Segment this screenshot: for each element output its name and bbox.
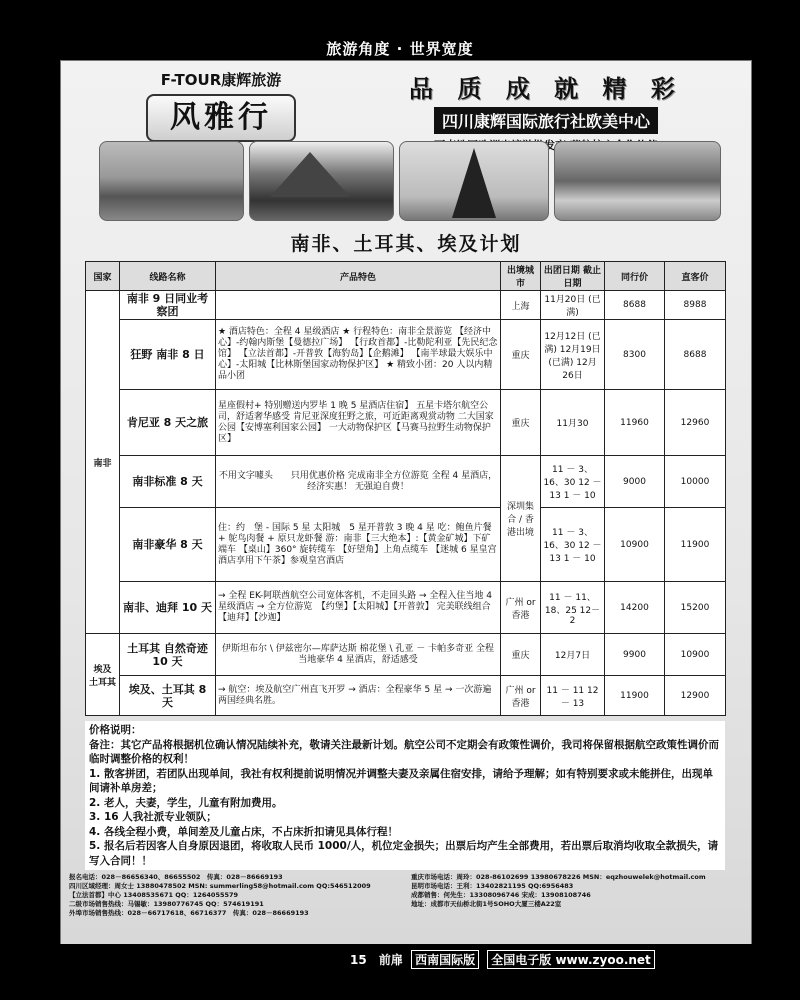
- contact-right: [411, 873, 741, 909]
- header-direct-price: 直客价: [665, 262, 726, 291]
- photo-riverside: [554, 141, 721, 221]
- country-cell: 南非: [86, 291, 120, 634]
- peer-price: 9000: [605, 456, 665, 508]
- contact-line: 成都销售：何先生：13308096746 宋成：13908108746: [411, 891, 591, 899]
- departure-city: 重庆: [501, 390, 541, 456]
- note-item: 5. 报名后若因客人自身原因退团，将收取人民币 1000/人，机位定金损失；出票后均产生全部费用，若出票后取消均收取全款损失，请写入合同！！: [89, 840, 719, 867]
- table-row: [86, 320, 726, 390]
- departure-date: 11 － 11、18、25 12－ 2: [541, 582, 605, 634]
- contact-line: 重庆市场电话：周玲：028-86102699 13980678226 MSN：eqzhouwelek@hotmail.com: [411, 873, 706, 881]
- departure-city: 重庆: [501, 320, 541, 390]
- direct-price: 10900: [665, 634, 726, 676]
- table-row: [86, 456, 726, 508]
- section-title: 南非、土耳其、埃及计划: [290, 233, 522, 255]
- table-row: [86, 291, 726, 320]
- table-row: [86, 582, 726, 634]
- peer-price: 11960: [605, 390, 665, 456]
- route-name: 土耳其 自然奇迹 10 天: [120, 634, 216, 676]
- top-banner: [0, 0, 800, 62]
- table-row: [86, 508, 726, 582]
- route-features: 不用文字噱头 只用优惠价格 完成南非全方位游览 全程 4 星酒店，经济实惠！ 无强迫自费！: [216, 456, 501, 508]
- note-item: 2. 老人，夫妻，学生，儿童有附加费用。: [89, 796, 283, 809]
- route-name: 埃及、土耳其 8 天: [120, 676, 216, 716]
- photo-strip: [99, 141, 719, 221]
- departure-city: 广州 or 香港: [501, 676, 541, 716]
- contact-line: 报名电话：028－86656340、86655502 传真：028－86669193: [69, 873, 283, 881]
- footer-bar: [0, 944, 800, 1000]
- direct-price: 10000: [665, 456, 726, 508]
- table-row: [86, 390, 726, 456]
- route-features: ★ 酒店特色：全程 4 星级酒店 ★ 行程特色：南非全景游览 【经济中心】-约翰内斯堡【曼德拉广场】 【行政首都】-比勒陀利亚【先民纪念馆】 【立法首都】-开普敦【海豹岛】【企鹅滩】 【南半球最大娱乐中心】-太阳城【比林斯堡国家动物保护区】 ★ 精致小团：20 人以内精品小团: [216, 320, 501, 390]
- ad-page: [60, 60, 752, 945]
- direct-price: 12960: [665, 390, 726, 456]
- note-item: 1. 散客拼团，若团队出现单间，我社有权利提前说明情况并调整夫妻及亲属住宿安排，请给予理解；如有特别要求或未能拼住，出现单间请补单房差；: [89, 767, 713, 794]
- header-features: 产品特色: [216, 262, 501, 291]
- peer-price: 11900: [605, 676, 665, 716]
- direct-price: 8988: [665, 291, 726, 320]
- contact-line: 外埠市场销售热线：028－66717618、66716377 传真：028－86669193: [69, 909, 309, 917]
- route-features: → 全程 EK-阿联酋航空公司宽体客机，不走回头路 → 全程入住当地 4 星级酒店 → 全方位游览 【约堡】【太阳城】【开普敦】 完美联线组合【迪拜】【沙迦】: [216, 582, 501, 634]
- departure-date: 11 － 3、16、30 12 － 13 1 － 10: [541, 508, 605, 582]
- direct-price: 15200: [665, 582, 726, 634]
- route-features: 住：约 堡 - 国际 5 星 太阳城 5 星开普敦 3 晚 4 星 吃：鲍鱼片餐 + 鸵鸟肉餐 + 原只龙虾餐 游：南非【三大绝本】:【黄金矿城】下矿端车 【桌山】360° 旋转缆车 【好望角】上角点缆车 【迷城 6 星皇宫酒店享用下午茶】参观皇宫酒店: [216, 508, 501, 582]
- direct-price: 8688: [665, 320, 726, 390]
- header-route: 线路名称: [120, 262, 216, 291]
- price-notes: [85, 721, 725, 870]
- itinerary-table: [85, 261, 726, 716]
- header-country: 国家: [86, 262, 120, 291]
- logo-calligraphy: 风雅行: [146, 94, 296, 142]
- contact-line: 【立法首都】中心 13408535671 QQ：1264055579: [69, 891, 239, 899]
- banner-company: 四川康辉国际旅行社欧美中心: [434, 107, 658, 134]
- country-cell: 埃及 土耳其: [86, 634, 120, 716]
- note-item: 备注：其它产品将根据机位确认情况陆续补充，敬请关注最新计划。航空公司不定期会有政策性调价，我司将保留根据航空政策性调价而临时调整价格的权利！: [89, 738, 719, 765]
- departure-date: 11 － 3、16、30 12 － 13 1 － 10: [541, 456, 605, 508]
- contact-line: 昆明市场电话：王利：13402821195 QQ:6956483: [411, 882, 574, 890]
- route-name: 南非 9 日同业考察团: [120, 291, 216, 320]
- departure-date: 12月12日 (已满) 12月19日 (已满) 12月26日: [541, 320, 605, 390]
- route-features: 星座假村+ 特别赠送内罗毕 1 晚 5 星酒店住宿】 五星卡塔尔航空公司，舒适奢华感受 肯尼亚深度狂野之旅，可近距离观赏动物 二大国家公园【安博塞利国家公园】 一大动物保护区【马赛马拉野生动物保护区】: [216, 390, 501, 456]
- peer-price: 14200: [605, 582, 665, 634]
- route-name: 南非标准 8 天: [120, 456, 216, 508]
- note-item: 3. 16 人我社派专业领队；: [89, 811, 217, 823]
- direct-price: 12900: [665, 676, 726, 716]
- table-row: [86, 676, 726, 716]
- footer-info: [350, 950, 655, 969]
- page-number: 15: [350, 953, 367, 967]
- footer-brand: 西南国际版: [411, 950, 479, 969]
- departure-city: 深圳集合 / 香港出境: [501, 456, 541, 582]
- direct-price: 11900: [665, 508, 726, 582]
- route-name: 肯尼亚 8 天之旅: [120, 390, 216, 456]
- departure-date: 11月30: [541, 390, 605, 456]
- header-city: 出境城市: [501, 262, 541, 291]
- peer-price: 8300: [605, 320, 665, 390]
- header-slogan: 旅游角度 · 世界宽度: [326, 40, 474, 58]
- peer-price: 8688: [605, 291, 665, 320]
- peer-price: 10900: [605, 508, 665, 582]
- photo-landscape-1: [99, 141, 244, 221]
- tower-shape: [452, 148, 496, 218]
- mountain-shape: [270, 152, 350, 197]
- footer-site[interactable]: 全国电子版 www.zyoo.net: [487, 950, 655, 969]
- route-features: → 航空：埃及航空广州直飞开罗 → 酒店：全程豪华 5 星 → 一次游遍两国经典名胜。: [216, 676, 501, 716]
- header-peer-price: 同行价: [605, 262, 665, 291]
- departure-city: 上海: [501, 291, 541, 320]
- route-name: 南非豪华 8 天: [120, 508, 216, 582]
- banner-title: 品 质 成 就 精 彩: [409, 75, 683, 103]
- contact-line: 四川区域经理：周女士 13880478502 MSN: summerling58@hotmail.com QQ:546512009: [69, 882, 371, 890]
- photo-mountains: [249, 141, 394, 221]
- route-features: 伊斯坦布尔 \ 伊兹密尔—库萨达斯 棉花堡 \ 孔亚 － 卡帕多奇亚 全程当地豪华 4 星酒店，舒适感受: [216, 634, 501, 676]
- departure-date: 11月20日 (已满): [541, 291, 605, 320]
- footer-section: 前扉: [378, 953, 403, 967]
- peer-price: 9900: [605, 634, 665, 676]
- route-name: 南非、迪拜 10 天: [120, 582, 216, 634]
- route-name: 狂野 南非 8 日: [120, 320, 216, 390]
- company-logo: [146, 69, 296, 142]
- logo-brand: F-TOUR康辉旅游: [160, 71, 282, 89]
- photo-eiffel-tower: [399, 141, 549, 221]
- departure-date: 11 － 11 12－ 13: [541, 676, 605, 716]
- table-row: [86, 634, 726, 676]
- departure-date: 12月7日: [541, 634, 605, 676]
- contact-line: 地址：成都市天仙桥北街1号SOHO大厦三楼A22室: [411, 900, 562, 908]
- header-date: 出团日期 截止日期: [541, 262, 605, 291]
- note-item: 4. 各线全程小费，单间差及儿童占床，不占床折扣请见具体行程！: [89, 825, 398, 838]
- contact-left: [69, 873, 399, 918]
- table-header-row: [86, 262, 726, 291]
- notes-heading: 价格说明：: [89, 724, 142, 736]
- route-features: [216, 291, 501, 320]
- departure-city: 重庆: [501, 634, 541, 676]
- contact-line: 二级市场销售热线：马锡敏：13980776745 QQ：574619191: [69, 900, 264, 908]
- departure-city: 广州 or 香港: [501, 582, 541, 634]
